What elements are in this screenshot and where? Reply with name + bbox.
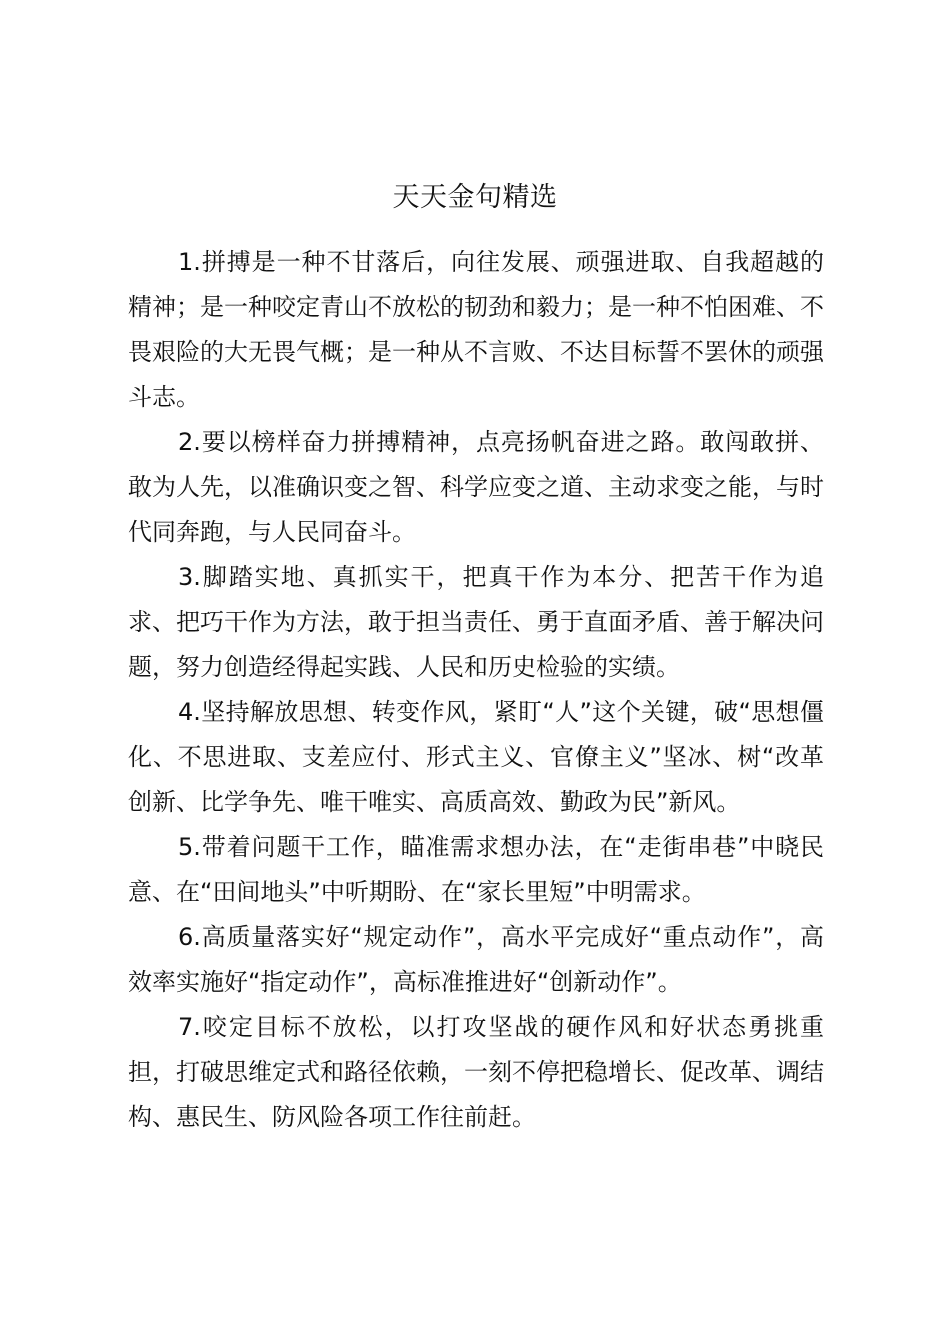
quote-paragraph-3: 3.脚踏实地、真抓实干，把真干作为本分、把苦干作为追求、把巧干作为方法，敢于担当责任、勇于直面矛盾、善于解决问题，努力创造经得起实践、人民和历史检验的实绩。 — [128, 563, 824, 681]
quote-paragraph-7: 7.咬定目标不放松，以打攻坚战的硬作风和好状态勇挑重担，打破思维定式和路径依赖，一刻不停把稳增长、促改革、调结构、惠民生、防风险各项工作往前赶。 — [128, 1013, 824, 1131]
quote-paragraph-6: 6.高质量落实好“规定动作”，高水平完成好“重点动作”，高效率实施好“指定动作”，高标准推进好“创新动作”。 — [128, 923, 824, 996]
quote-paragraph-5: 5.带着问题干工作，瞄准需求想办法，在“走街串巷”中晓民意、在“田间地头”中听期盼、在“家长里短”中明需求。 — [128, 833, 824, 906]
document-body — [128, 240, 824, 1140]
quote-paragraph-1: 1.拼搏是一种不甘落后，向往发展、顽强进取、自我超越的精神；是一种咬定青山不放松的韧劲和毅力；是一种不怕困难、不畏艰险的大无畏气概；是一种从不言败、不达目标誓不罢休的顽强斗志。 — [128, 248, 824, 411]
quote-paragraph-4: 4.坚持解放思想、转变作风，紧盯“人”这个关键，破“思想僵化、不思进取、支差应付、形式主义、官僚主义”坚冰、树“改革创新、比学争先、唯干唯实、高质高效、勤政为民”新风。 — [128, 698, 824, 816]
quote-paragraph-2: 2.要以榜样奋力拼搏精神，点亮扬帆奋进之路。敢闯敢拼、敢为人先，以准确识变之智、科学应变之道、主动求变之能，与时代同奔跑，与人民同奋斗。 — [128, 428, 824, 546]
document-title: 天天金句精选 — [392, 182, 558, 213]
